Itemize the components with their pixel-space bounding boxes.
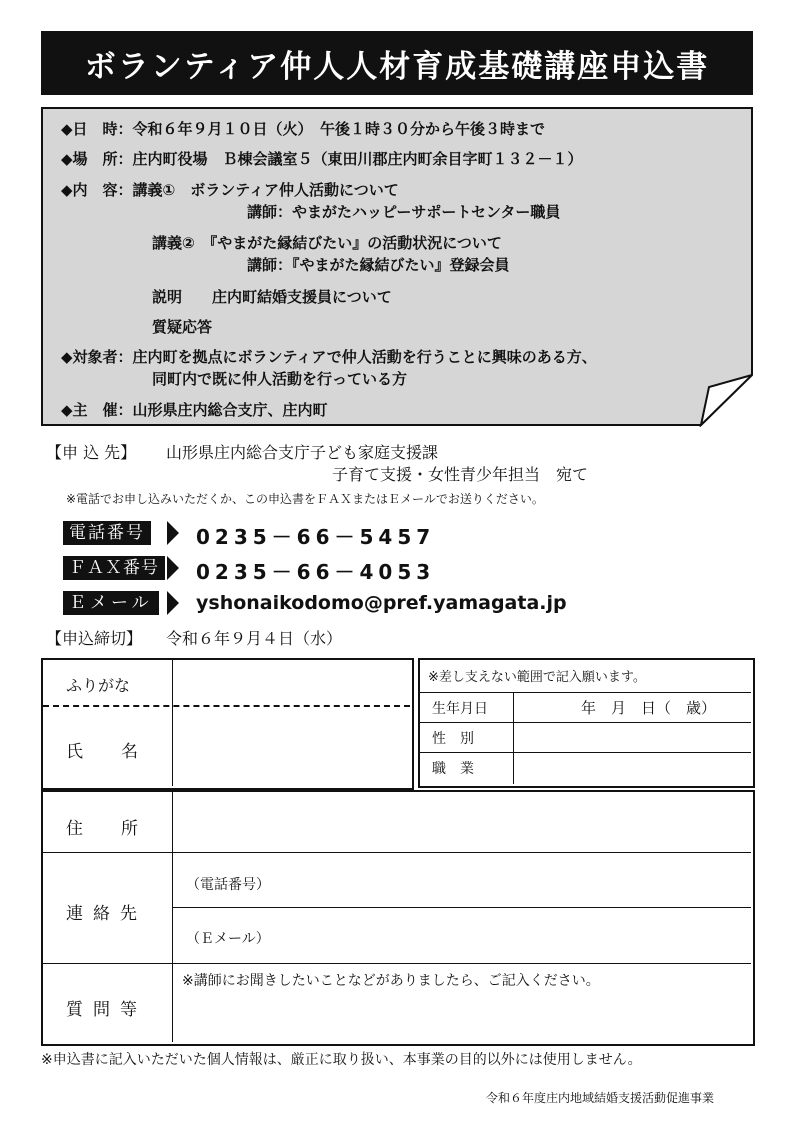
info-target-1: ◆対象者：庄内町を拠点にボランティアで仲人活動を行うことに興味のある方、 — [61, 348, 597, 366]
email-address: yshonaikodomo@pref.yamagata.jp — [196, 592, 567, 614]
name-label: 氏名 — [66, 742, 176, 762]
info-content-3: 説明 庄内町結婚支援員について — [152, 288, 392, 306]
info-content-1-lecturer: 講師：やまがたハッピーサポートセンター職員 — [247, 203, 561, 221]
info-host: ◆主 催：山形県庄内総合支庁、庄内町 — [61, 401, 328, 419]
info-content-2: 講義② 『やまがた縁結びたい』の活動状況について — [152, 234, 502, 252]
info-date: ◆日 時：令和６年９月１０日（火） 午後１時３０分から午後３時まで — [61, 120, 546, 138]
page-title: ボランティア仲人人材育成基礎講座申込書 — [41, 31, 753, 95]
job-field[interactable] — [518, 755, 746, 781]
birth-value[interactable]: 年 月 日（ 歳） — [581, 699, 717, 717]
optional-note: ※差し支えない範囲で記入願います。 — [428, 670, 646, 685]
contact-email-field[interactable] — [280, 912, 746, 958]
email-label: Ｅメール — [63, 591, 159, 615]
event-info-panel — [41, 107, 753, 427]
furigana-label: ふりがな — [66, 676, 131, 695]
question-hint: ※講師にお聞きしたいことなどがありましたら、ご記入ください。 — [182, 973, 600, 989]
deadline-date: 令和６年９月４日（水） — [166, 629, 343, 648]
info-place: ◆場 所：庄内町役場 Ｂ棟会議室５（東田川郡庄内町余目字町１３２－１） — [61, 150, 583, 168]
opt-line-3 — [420, 752, 751, 753]
address-field[interactable] — [178, 796, 746, 848]
birth-label: 生年月日 — [432, 701, 488, 717]
fax-number: 0235－66－4053 — [196, 560, 436, 584]
furigana-dashed-line — [43, 705, 410, 707]
contact-label: 連絡先 — [66, 904, 147, 924]
tel-hint: （電話番号） — [186, 877, 270, 893]
gender-field[interactable] — [518, 725, 746, 749]
email-hint: （Ｅメール） — [186, 931, 270, 947]
deadline-label: 【申込締切】 — [46, 629, 143, 648]
address-label: 住所 — [66, 819, 176, 839]
info-target-2: 同町内で既に仲人活動を行っている方 — [152, 370, 408, 388]
job-label: 職 業 — [432, 761, 474, 777]
question-field[interactable] — [178, 992, 746, 1038]
opt-col-divider — [513, 692, 514, 784]
info-content-1: ◆内 容：講義① ボランティア仲人活動について — [61, 181, 399, 199]
apply-to-dept: 山形県庄内総合支庁子ども家庭支援課 — [166, 443, 439, 462]
apply-note: ※電話でお申し込みいただくか、この申込書をＦＡＸまたはＥメールでお送りください。 — [66, 492, 544, 506]
name-field[interactable] — [178, 712, 404, 782]
email-arrow-icon — [167, 591, 179, 615]
info-content-4: 質疑応答 — [152, 318, 213, 336]
opt-line-2 — [420, 722, 751, 723]
fax-arrow-icon — [167, 556, 179, 580]
question-label: 質問等 — [66, 1000, 147, 1020]
gender-label: 性 別 — [432, 731, 474, 747]
tel-number: 0235－66－5457 — [196, 525, 436, 549]
name-divider — [172, 660, 173, 786]
row-line-2 — [173, 907, 751, 908]
apply-to-label: 【申 込 先】 — [46, 443, 137, 462]
tel-arrow-icon — [167, 521, 179, 545]
privacy-note: ※申込書に記入いただいた個人情報は、厳正に取り扱い、本事業の目的以外には使用しません。 — [41, 1052, 642, 1068]
project-name: 令和６年度庄内地域結婚支援活動促進事業 — [486, 1091, 715, 1105]
fax-label: ＦＡＸ番号 — [63, 556, 165, 580]
apply-to-section: 子育て支援・女性青少年担当 宛て — [332, 465, 589, 484]
row-line-3 — [43, 963, 751, 964]
info-content-2-lecturer: 講師：『やまがた縁結びたい』登録会員 — [247, 256, 510, 274]
furigana-field[interactable] — [178, 664, 404, 700]
tel-label: 電話番号 — [63, 521, 151, 545]
row-line-1 — [43, 852, 751, 853]
opt-line-1 — [420, 692, 751, 693]
contact-tel-field[interactable] — [280, 858, 746, 902]
